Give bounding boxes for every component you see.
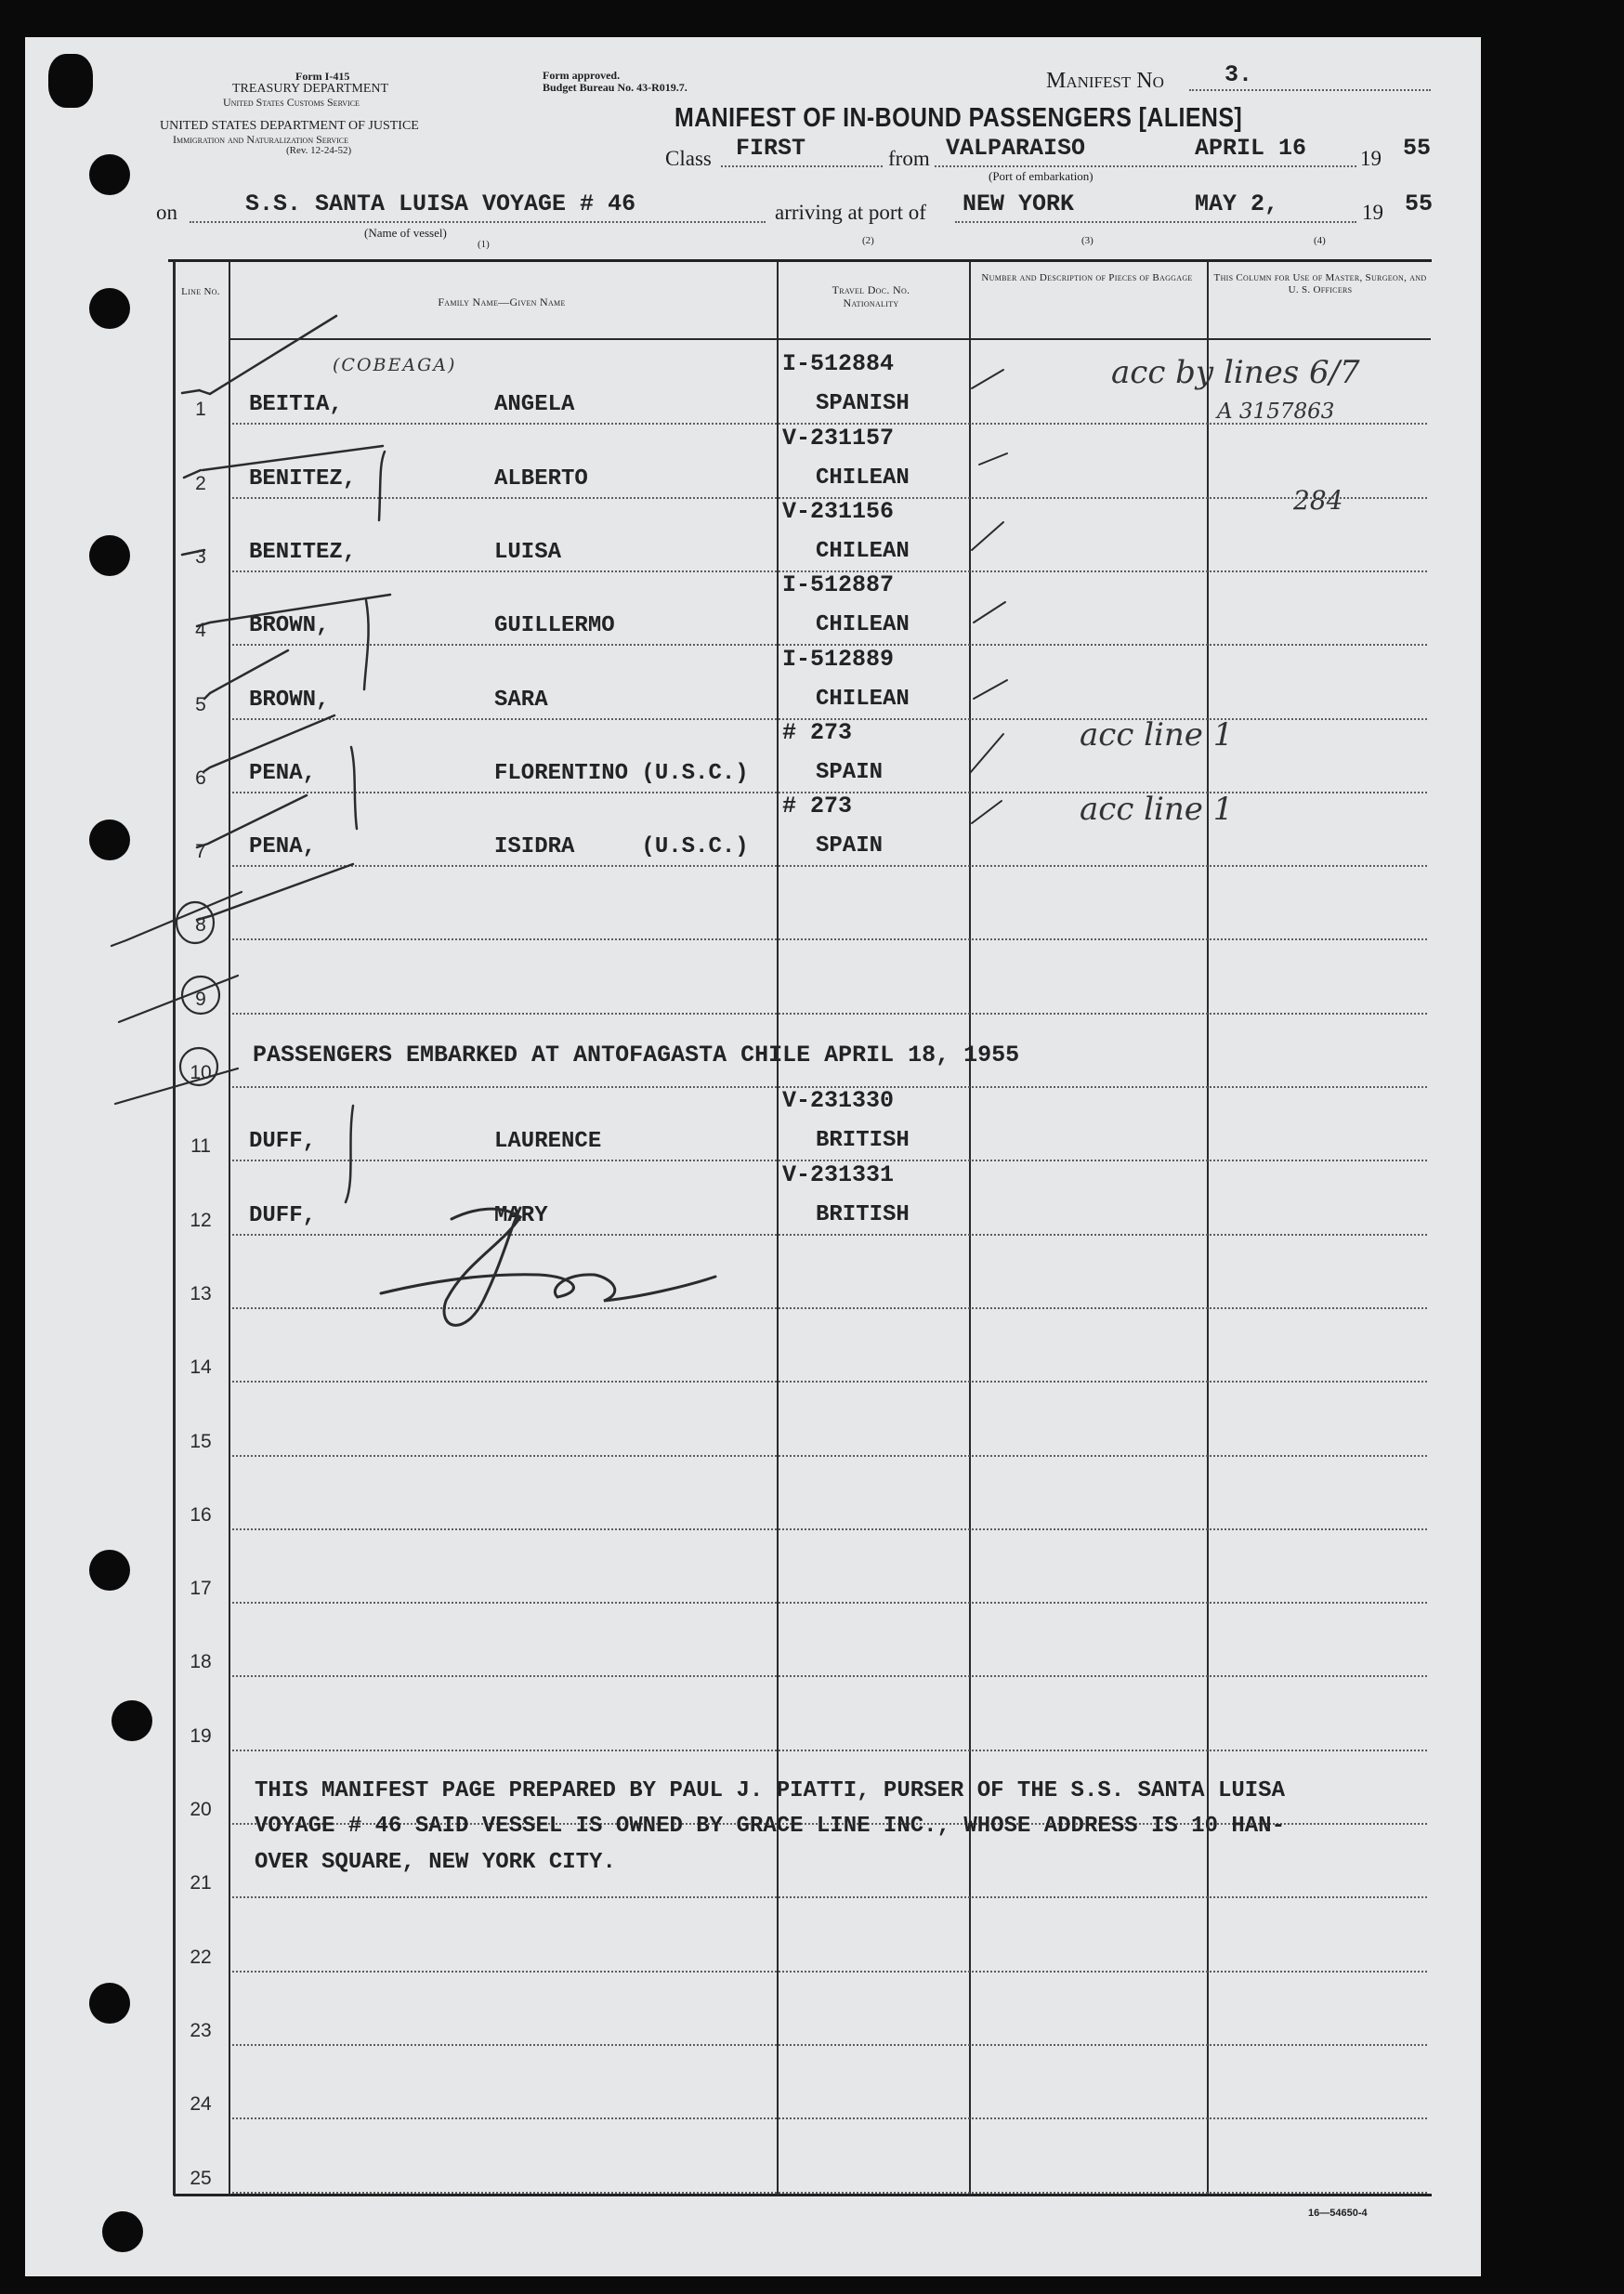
header-baggage: Number and Description of Pieces of Baggage xyxy=(981,272,1193,283)
binder-hole xyxy=(89,535,130,576)
row-rule xyxy=(232,1528,1427,1530)
nationality: SPAIN xyxy=(816,760,884,785)
row-rule xyxy=(232,1455,1427,1457)
travel-doc-number: V-231330 xyxy=(782,1087,895,1114)
line-number: 13 xyxy=(190,1283,212,1304)
header-officers: This Column for Use of Master, Surgeon, and U. S. Officers xyxy=(1213,272,1427,295)
line-number: 9 xyxy=(195,989,206,1010)
footer-note-line-1: THIS MANIFEST PAGE PREPARED BY PAUL J. PIATTI, PURSER OF THE S.S. SANTA LUISA xyxy=(255,1778,1285,1803)
given-name: ISIDRA (U.S.C.) xyxy=(494,834,749,859)
travel-doc-number: V-231157 xyxy=(782,425,895,452)
nationality: CHILEAN xyxy=(816,465,910,491)
maiden-name-note: (COBEAGA) xyxy=(333,355,457,375)
baggage-note: acc line 1 xyxy=(1080,791,1234,828)
row-rule xyxy=(232,1307,1427,1309)
column-marker: (1) xyxy=(478,239,490,250)
family-name: DUFF, xyxy=(249,1203,317,1228)
line-number: 24 xyxy=(190,2093,212,2115)
header-nationality: Nationality xyxy=(843,296,899,309)
line-number: 12 xyxy=(190,1210,212,1231)
binder-hole xyxy=(89,154,130,195)
travel-doc-number: V-231156 xyxy=(782,498,895,525)
row-rule xyxy=(232,1013,1427,1015)
from-label: from xyxy=(888,147,930,170)
form-code: 16—54650-4 xyxy=(1308,2208,1368,2219)
travel-doc-number: V-231331 xyxy=(782,1161,895,1188)
family-name: BENITEZ, xyxy=(249,466,357,492)
row-rule xyxy=(232,1602,1427,1604)
travel-doc-number: I-512884 xyxy=(782,350,895,377)
column-marker: (3) xyxy=(1081,235,1094,246)
arrival-year: 55 xyxy=(1405,190,1434,217)
line-number: 17 xyxy=(190,1578,212,1599)
binder-hole xyxy=(89,1550,130,1591)
line-number: 6 xyxy=(195,767,206,789)
row-rule xyxy=(232,2117,1427,2119)
column-marker: (2) xyxy=(862,235,874,246)
binder-hole xyxy=(102,2211,143,2252)
line-number: 2 xyxy=(195,473,206,494)
footer-note-line-3: OVER SQUARE, NEW YORK CITY. xyxy=(255,1850,616,1875)
line-number: 4 xyxy=(195,620,206,641)
arrival-date: MAY 2, xyxy=(1195,190,1279,217)
nationality: BRITISH xyxy=(816,1128,910,1153)
line-number: 5 xyxy=(195,694,206,715)
family-name: BEITIA, xyxy=(249,392,343,417)
row-rule xyxy=(232,1234,1427,1236)
arrival-port: NEW YORK xyxy=(963,190,1075,217)
row-rule xyxy=(232,1675,1427,1677)
class-value: FIRST xyxy=(736,135,806,162)
binder-hole xyxy=(89,819,130,860)
nationality: CHILEAN xyxy=(816,612,910,637)
travel-doc-number: I-512889 xyxy=(782,646,895,673)
nationality: BRITISH xyxy=(816,1202,910,1227)
table-top-rule xyxy=(168,259,1432,262)
manifest-title: MANIFEST OF IN-BOUND PASSENGERS [ALIENS] xyxy=(674,103,1243,133)
nationality: CHILEAN xyxy=(816,687,910,712)
line-number: 11 xyxy=(190,1135,211,1157)
row-rule xyxy=(232,2192,1427,2194)
line-number: 22 xyxy=(190,1947,212,1968)
line-number: 1 xyxy=(195,399,206,420)
form-revision: (Rev. 12-24-52) xyxy=(286,145,352,156)
given-name: FLORENTINO (U.S.C.) xyxy=(494,761,749,786)
nationality: SPAIN xyxy=(816,833,884,859)
binder-hole xyxy=(111,1700,152,1741)
given-name: SARA xyxy=(494,688,548,713)
family-name: DUFF, xyxy=(249,1129,317,1154)
vessel-name: S.S. SANTA LUISA VOYAGE # 46 xyxy=(245,190,636,217)
line-number: 3 xyxy=(195,546,206,568)
embark-year-prefix: 19 xyxy=(1360,147,1382,170)
from-port: VALPARAISO xyxy=(946,135,1086,162)
given-name: LUISA xyxy=(494,540,562,565)
embark-note: PASSENGERS EMBARKED AT ANTOFAGASTA CHILE APRIL 18, 1955 xyxy=(253,1042,1020,1068)
row-rule xyxy=(232,1381,1427,1383)
travel-doc-number: I-512887 xyxy=(782,571,895,598)
given-name: LAURENCE xyxy=(494,1129,602,1154)
row-rule xyxy=(232,865,1427,867)
line-number: 23 xyxy=(190,2020,212,2041)
baggage-note: acc line 1 xyxy=(1080,716,1234,754)
embark-year: 55 xyxy=(1403,135,1432,162)
port-embark-caption: (Port of embarkation) xyxy=(989,169,1094,183)
given-name: ALBERTO xyxy=(494,466,588,492)
family-name: PENA, xyxy=(249,761,317,786)
line-number: 18 xyxy=(190,1651,212,1672)
header-travel-doc: Travel Doc. No. xyxy=(832,283,910,296)
header-name: Family Name—Given Name xyxy=(438,295,566,308)
customs-service: United States Customs Service xyxy=(223,96,360,109)
line-number: 19 xyxy=(190,1725,212,1747)
line-number: 8 xyxy=(195,914,206,936)
binder-hole xyxy=(89,1983,130,2024)
header-line-no: Line No. xyxy=(181,286,220,297)
justice-dept: UNITED STATES DEPARTMENT OF JUSTICE xyxy=(160,119,419,133)
officer-note-number: 284 xyxy=(1293,485,1343,516)
line-number: 7 xyxy=(195,841,206,862)
on-label: on xyxy=(156,201,177,224)
family-name: BENITEZ, xyxy=(249,540,357,565)
row-rule xyxy=(232,1750,1427,1751)
header-rule xyxy=(230,338,1431,340)
nationality: CHILEAN xyxy=(816,539,910,564)
manifest-no-label: Manifest No xyxy=(1046,69,1164,93)
given-name: MARY xyxy=(494,1203,548,1228)
line-number: 15 xyxy=(190,1431,212,1452)
arrival-year-prefix: 19 xyxy=(1362,201,1383,224)
travel-doc-number: # 273 xyxy=(782,719,853,746)
row-rule xyxy=(232,1896,1427,1898)
nationality: SPANISH xyxy=(816,391,910,416)
vessel-caption: (Name of vessel) xyxy=(364,226,447,240)
corner-blot xyxy=(48,54,93,108)
given-name: GUILLERMO xyxy=(494,613,615,638)
line-number: 10 xyxy=(190,1062,212,1083)
given-name: ANGELA xyxy=(494,392,575,417)
row-rule xyxy=(232,938,1427,940)
family-name: BROWN, xyxy=(249,688,330,713)
binder-hole xyxy=(89,288,130,329)
family-name: BROWN, xyxy=(249,613,330,638)
line-number: 16 xyxy=(190,1504,212,1526)
table-bottom-rule xyxy=(174,2194,1432,2196)
class-label: Class xyxy=(665,147,712,170)
embark-date: APRIL 16 xyxy=(1195,135,1307,162)
form-number: Form I-415 xyxy=(295,70,350,83)
treasury-dept: TREASURY DEPARTMENT xyxy=(232,82,389,96)
line-number: 20 xyxy=(190,1799,212,1820)
ins-service: Immigration and Naturalization Service xyxy=(173,133,349,146)
line-number: 21 xyxy=(190,1872,212,1894)
column-marker: (4) xyxy=(1314,235,1326,246)
budget-bureau: Budget Bureau No. 43-R019.7. xyxy=(543,81,688,94)
officer-note: acc by lines 6/7 xyxy=(1111,354,1360,391)
line-number: 25 xyxy=(190,2168,212,2189)
form-approved: Form approved. xyxy=(543,69,621,82)
manifest-no-value: 3. xyxy=(1225,61,1253,88)
travel-doc-number: # 273 xyxy=(782,793,853,819)
row-rule xyxy=(232,2044,1427,2046)
arriving-label: arriving at port of xyxy=(775,201,926,224)
line-number: 14 xyxy=(190,1357,212,1378)
row-rule xyxy=(232,1971,1427,1973)
family-name: PENA, xyxy=(249,834,317,859)
officer-note-alien-number: A 3157863 xyxy=(1217,400,1335,424)
footer-note-line-2: VOYAGE # 46 SAID VESSEL IS OWNED BY GRACE LINE INC., WHOSE ADDRESS IS 10 HAN- xyxy=(255,1814,1285,1839)
